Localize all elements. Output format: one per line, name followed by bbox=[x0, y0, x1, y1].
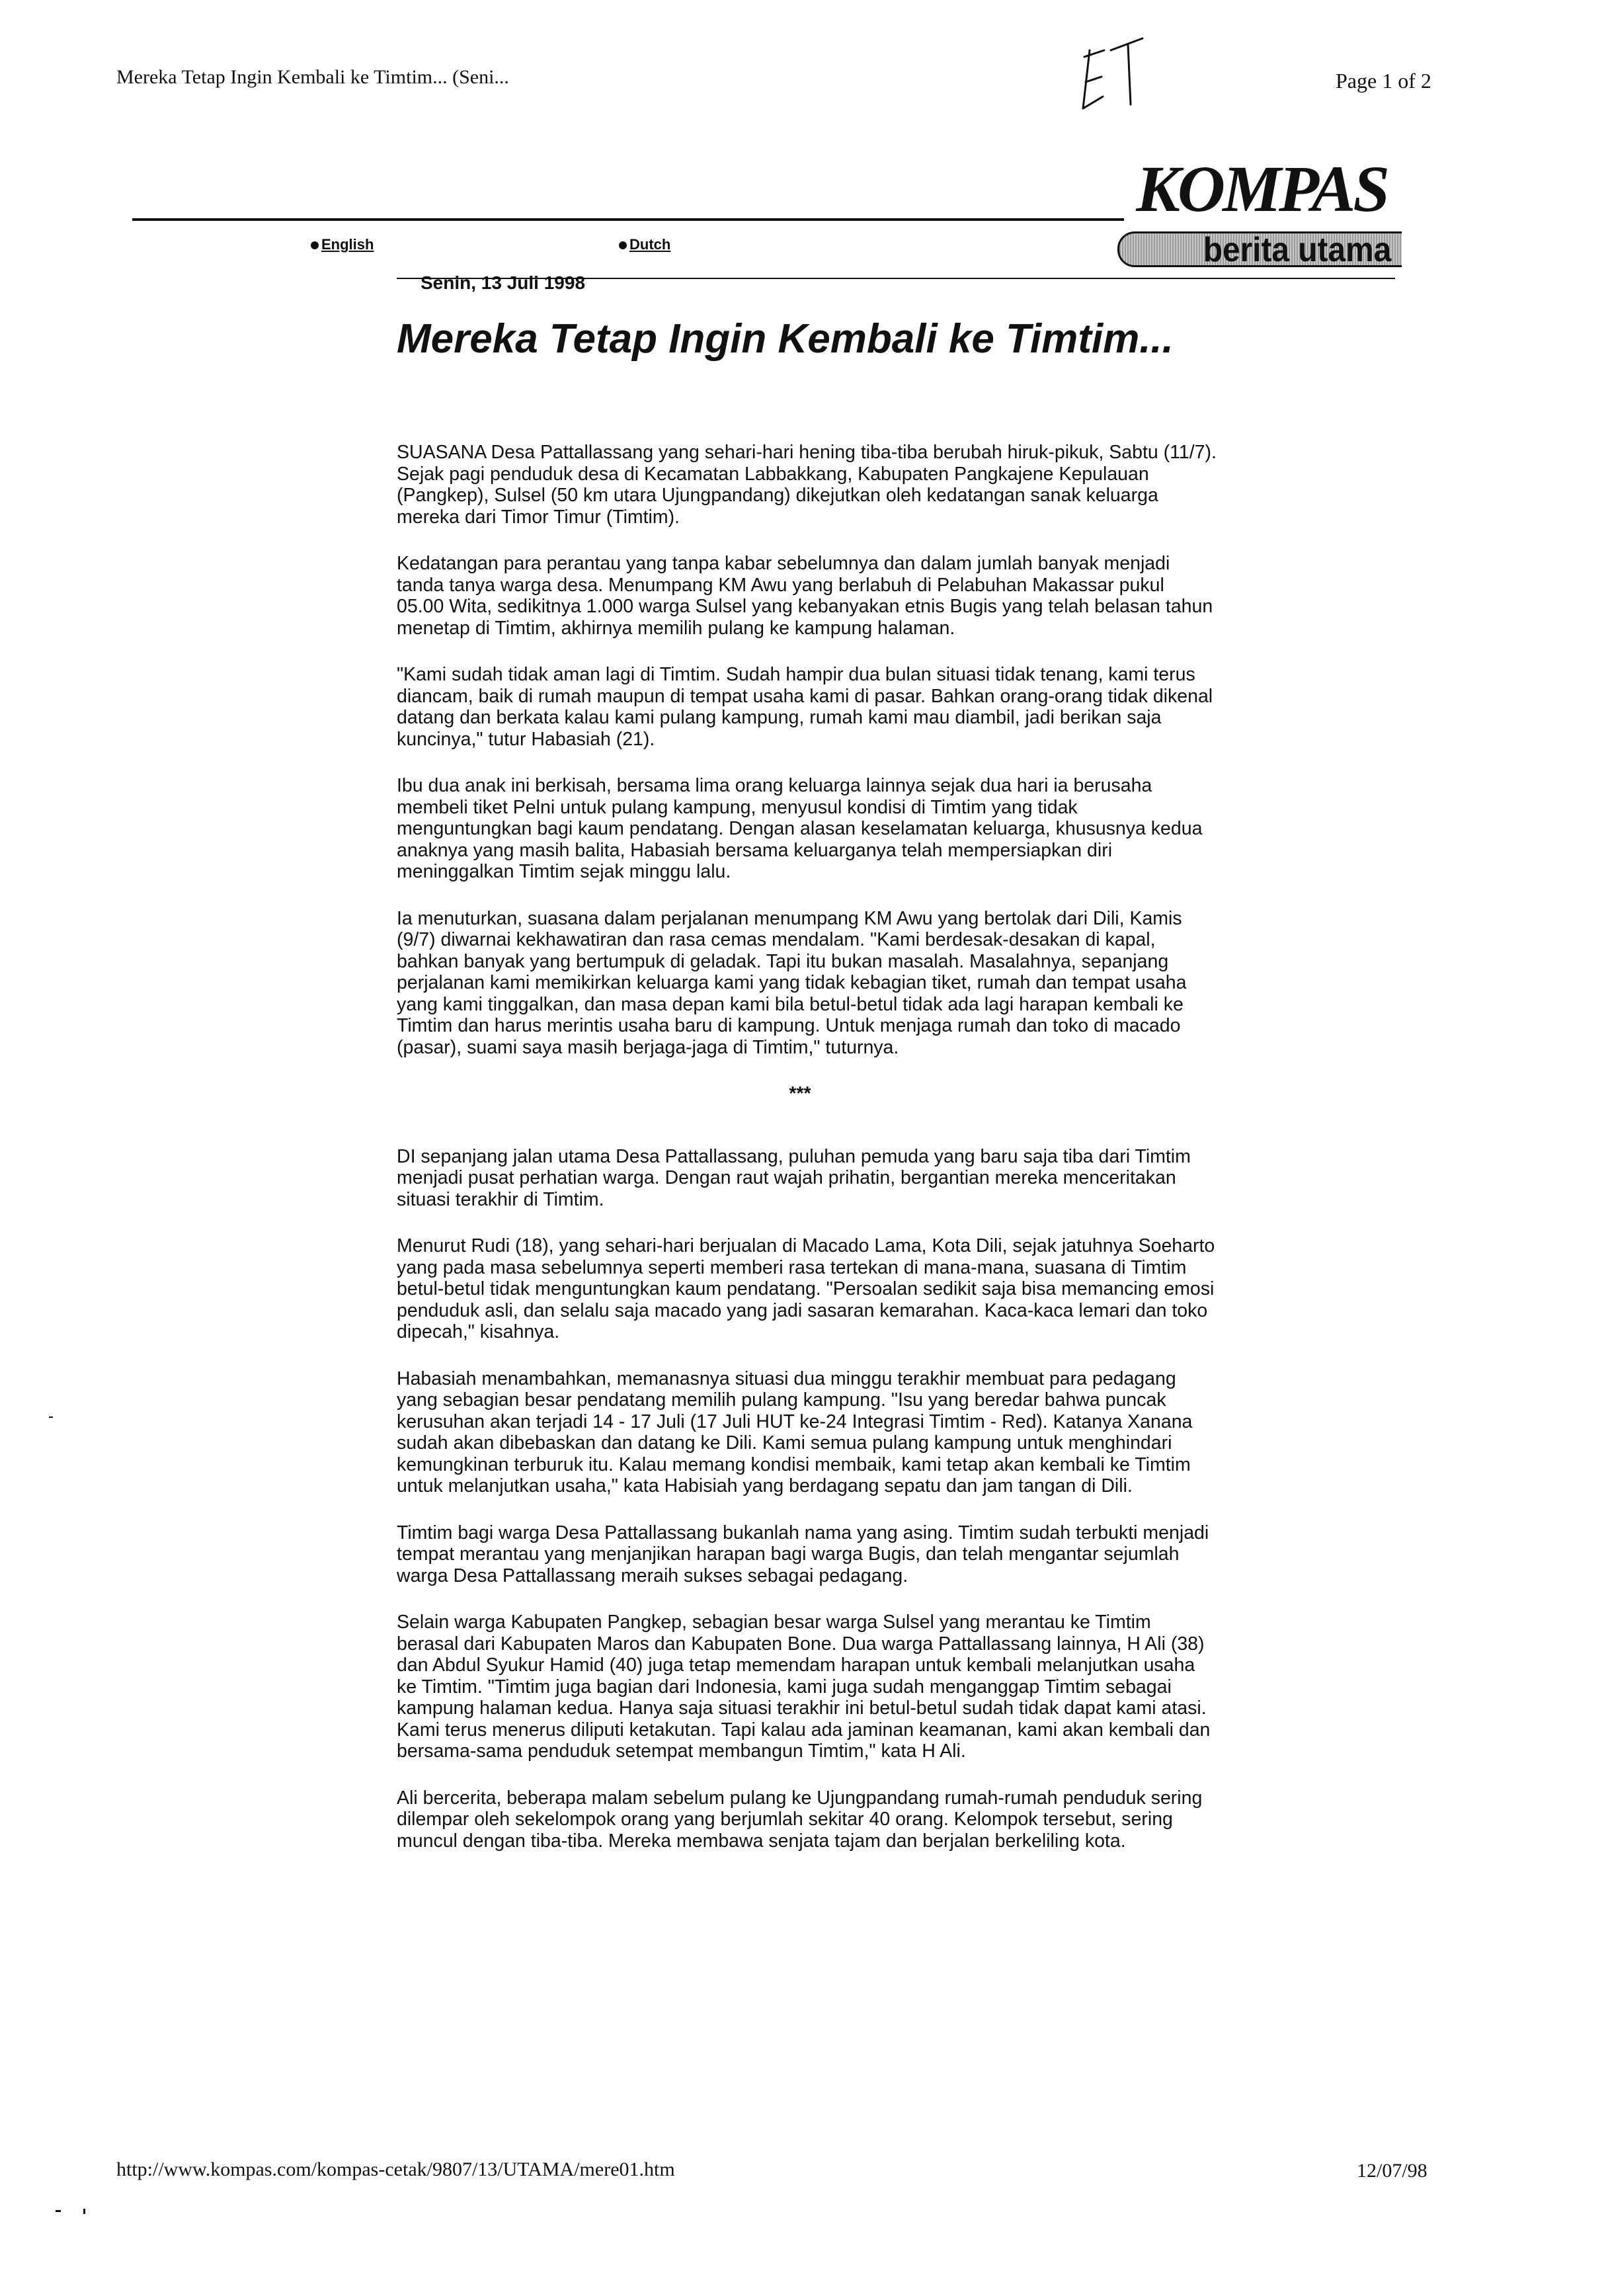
article-paragraph: "Kami sudah tidak aman lagi di Timtim. Sudah hampir dua bulan situasi tidak tenang, kami terus diancam, baik di rumah maupun di tempat usaha kami di pasar. Bahkan orang-orang tidak dikenal datang dan berkata kalau kami pulang kampung, rumah kami mau diambil, jadi berikan saja kuncinya," tutur Habasiah (21). bbox=[397, 664, 1213, 750]
english-link-label: English bbox=[321, 236, 374, 253]
article-paragraph: Habasiah menambahkan, memanasnya situasi dua minggu terakhir membuat para pedagang yang sebagian besar pendatang memilih pulang kampung. "Isu yang beredar bahwa puncak kerusuhan akan terjadi 14 - 17 Juli (17 Juli HUT ke-24 Integrasi Timtim - Red). Katanya Xanana sudah akan dibebaskan dan datang ke Dili. Kami semua pulang kampung untuk menghindari kemungkinan terburuk itu. Kalau memang kondisi membaik, kami tetap akan kembali ke Timtim untuk melanjutkan usaha," kata Habisiah yang berdagang sepatu dan jam tangan di Dili. bbox=[397, 1368, 1193, 1496]
print-header-title: Mereka Tetap Ingin Kembali ke Timtim... (Seni... bbox=[116, 66, 509, 88]
section-separator: *** bbox=[789, 1083, 811, 1104]
article-paragraph: Kedatangan para perantau yang tanpa kabar sebelumnya dan dalam jumlah banyak menjadi tanda tanya warga desa. Menumpang KM Awu yang berlabuh di Pelabuhan Makassar pukul 05.00 Wita, sedikitnya 1.000 warga Sulsel yang kebanyakan etnis Bugis yang telah belasan tahun menetap di Timtim, akhirnya memilih pulang ke kampung halaman. bbox=[397, 553, 1213, 639]
article-date: Senin, 13 Juli 1998 bbox=[421, 272, 586, 293]
bullet-icon bbox=[619, 241, 627, 249]
english-link[interactable] bbox=[311, 236, 374, 253]
article-paragraph: Ibu dua anak ini berkisah, bersama lima orang keluarga lainnya sejak dua hari ia berusaha membeli tiket Pelni untuk pulang kampung, menyusul kondisi di Timtim yang tidak menguntungkan bagi kaum pendatang. Dengan alasan keselamatan keluarga, khususnya kedua anaknya yang masih balita, Habasiah bersama keluarganya telah mempersiapkan diri meninggalkan Timtim sejak minggu lalu. bbox=[397, 775, 1203, 882]
kompas-wordmark: KOMPAS bbox=[1136, 152, 1387, 226]
dutch-link[interactable] bbox=[619, 236, 670, 253]
scan-speck bbox=[56, 2210, 61, 2212]
article-paragraph: Timtim bagi warga Desa Pattallassang bukanlah nama yang asing. Timtim sudah terbukti menjadi tempat merantau yang menjanjikan harapan bagi warga Bugis, dan telah mengantar sejumlah warga Desa Pattallassang meraih sukses sebagai pedagang. bbox=[397, 1522, 1209, 1586]
article-paragraph: Selain warga Kabupaten Pangkep, sebagian besar warga Sulsel yang merantau ke Timtim berasal dari Kabupaten Maros dan Kabupaten Bone. Dua warga Pattallassang lainnya, H Ali (38) dan Abdul Syukur Hamid (40) juga tetap memendam harapan untuk kembali melanjutkan usaha ke Timtim. "Timtim juga bagian dari Indonesia, kami juga sudah menganggap Timtim sebagai kampung halaman kedua. Hanya saja situasi terakhir ini betul-betul sudah tidak dapat kami atasi. Kami terus menerus diliputi ketakutan. Tapi kalau ada jaminan keamanan, kami akan kembali dan bersama-sama penduduk setempat membangun Timtim," kata H Ali. bbox=[397, 1612, 1211, 1762]
print-footer-url: http://www.kompas.com/kompas-cetak/9807/13/UTAMA/mere01.htm bbox=[116, 2158, 675, 2180]
article-paragraph: DI sepanjang jalan utama Desa Pattallassang, puluhan pemuda yang baru saja tiba dari Timtim menjadi pusat perhatian warga. Dengan raut wajah prihatin, bergantian mereka menceritakan situasi terakhir di Timtim. bbox=[397, 1145, 1191, 1210]
scan-speck bbox=[83, 2209, 85, 2214]
section-banner-label: berita utama bbox=[1203, 231, 1391, 269]
handwritten-annotation bbox=[1078, 30, 1150, 116]
print-footer-date: 12/07/98 bbox=[1357, 2160, 1427, 2182]
article-body bbox=[397, 442, 1217, 1877]
scan-speck bbox=[49, 1416, 53, 1418]
article-headline: Mereka Tetap Ingin Kembali ke Timtim... bbox=[397, 316, 1174, 362]
article-paragraph: Ali bercerita, beberapa malam sebelum pulang ke Ujungpandang rumah-rumah penduduk sering dilempar oleh sekelompok orang yang berjumlah sekitar 40 orang. Kelompok tersebut, sering muncul dengan tiba-tiba. Mereka membawa senjata tajam dan berjalan berkeliling kota. bbox=[397, 1787, 1203, 1852]
section-banner bbox=[1117, 231, 1402, 267]
print-header-page-number: Page 1 of 2 bbox=[1336, 69, 1431, 93]
dutch-link-label: Dutch bbox=[629, 236, 671, 253]
header-rule bbox=[132, 218, 1124, 221]
article-paragraph: SUASANA Desa Pattallassang yang sehari-hari hening tiba-tiba berubah hiruk-pikuk, Sabtu (11/7). Sejak pagi penduduk desa di Kecamatan Labbakkang, Kabupaten Pangkajene Kepulauan (Pangkep), Sulsel (50 km utara Ujungpandang) dikejutkan oleh kedatangan sanak keluarga mereka dari Timor Timur (Timtim). bbox=[397, 442, 1217, 528]
bullet-icon bbox=[311, 241, 319, 249]
kompas-logo bbox=[1117, 152, 1395, 275]
article-paragraph: Ia menuturkan, suasana dalam perjalanan menumpang KM Awu yang bertolak dari Dili, Kamis (9/7) diwarnai kekhawatiran dan rasa cemas mendalam. "Kami berdesak-desakan di kapal, bahkan banyak yang bertumpuk di geladak. Tapi itu bukan masalah. Masalahnya, sepanjang perjalanan kami memikirkan keluarga kami yang tidak kebagian tiket, rumah dan tempat usaha yang kami tinggalkan, dan masa depan kami bila betul-betul tidak ada lagi harapan kembali ke Timtim dan harus merintis usaha baru di kampung. Untuk menjaga rumah dan toko di macado (pasar), suami saya masih berjaga-jaga di Timtim," tuturnya. bbox=[397, 907, 1187, 1058]
article-paragraph: Menurut Rudi (18), yang sehari-hari berjualan di Macado Lama, Kota Dili, sejak jatuhnya Soeharto yang pada masa sebelumnya seperti memberi rasa tertekan di mana-mana, suasana di Timtim betul-betul tidak menguntungkan kaum pendatang. "Persoalan sedikit saja bisa memancing emosi penduduk asli, dan selalu saja macado yang jadi sasaran kemarahan. Kaca-kaca lemari dan toko dipecah," kisahnya. bbox=[397, 1235, 1215, 1342]
